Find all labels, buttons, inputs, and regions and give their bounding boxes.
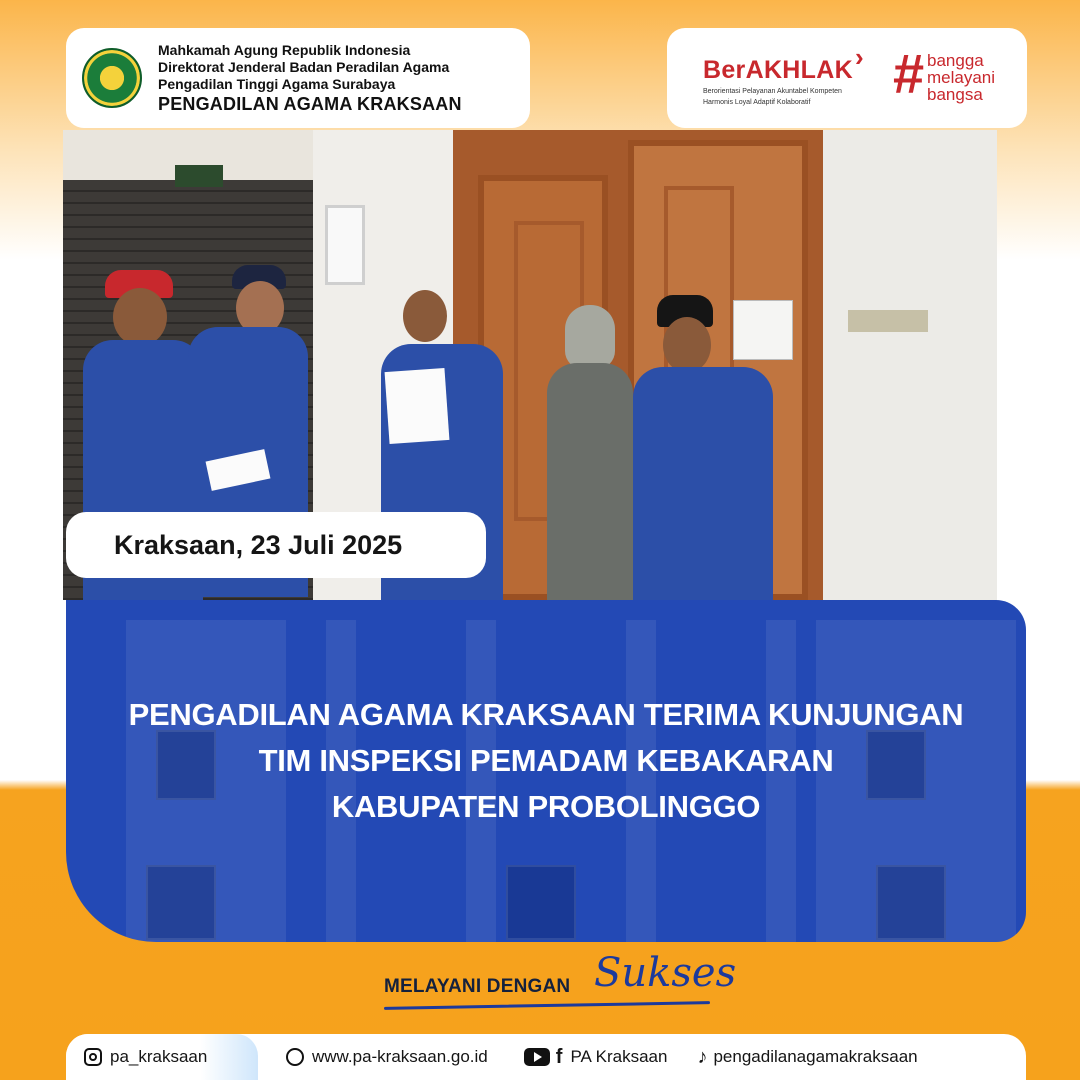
bangga-word-1: bangga xyxy=(927,51,984,70)
headline-line-1: PENGADILAN AGAMA KRAKSAAN TERIMA KUNJUNGAN xyxy=(128,697,964,732)
header-line-2: Direktorat Jenderal Badan Peradilan Agama xyxy=(158,58,450,75)
instagram-icon xyxy=(84,1048,102,1066)
berakhlak-sub-1: Berorientasi Pelayanan Akuntabel Kompeten xyxy=(703,88,842,95)
footer-social-bar xyxy=(66,1034,1026,1080)
photo-window xyxy=(325,205,365,285)
footer-website[interactable] xyxy=(286,1047,488,1067)
bangga-melayani-logo xyxy=(893,42,1013,110)
photo-sign xyxy=(175,165,223,187)
berakhlak-sub-2: Harmonis Loyal Adaptif Kolaboratif xyxy=(703,99,811,106)
slogan-part-2: Sukses xyxy=(594,950,737,996)
facebook-icon: f xyxy=(555,1045,563,1068)
slogan-part-1: MELAYANI DENGAN xyxy=(384,976,571,997)
header-institution-card xyxy=(66,28,530,128)
tiktok-handle: pengadilanagamakraksaan xyxy=(713,1047,918,1066)
photo-notice xyxy=(733,300,793,360)
bangga-words xyxy=(927,52,995,103)
headline-panel xyxy=(66,600,1026,942)
head xyxy=(565,305,615,369)
headline-line-3: KABUPATEN PROBOLINGGO xyxy=(331,789,761,824)
body xyxy=(633,367,773,600)
head xyxy=(113,288,167,346)
photo-wall-right xyxy=(817,130,997,600)
berakhlak-chevron-icon: › xyxy=(855,42,864,72)
facebook-name: PA Kraksaan xyxy=(570,1047,668,1066)
date-label: Kraksaan, 23 Juli 2025 xyxy=(66,512,486,578)
berakhlak-logo xyxy=(703,42,864,107)
building-window xyxy=(876,865,946,940)
slogan-underline xyxy=(384,1001,710,1010)
footer-instagram[interactable] xyxy=(66,1034,258,1080)
instagram-handle: pa_kraksaan xyxy=(110,1047,208,1066)
building-door xyxy=(506,865,576,940)
youtube-icon xyxy=(524,1048,550,1066)
header-logos-card xyxy=(667,28,1027,128)
head xyxy=(663,317,711,373)
court-seal-icon xyxy=(82,48,142,108)
header-line-1: Mahkamah Agung Republik Indonesia xyxy=(158,41,411,58)
paper xyxy=(385,368,450,444)
header-line-3: Pengadilan Tinggi Agama Surabaya xyxy=(158,75,396,92)
tiktok-icon: ♪ xyxy=(697,1045,708,1068)
institution-name: PENGADILAN AGAMA KRAKSAAN xyxy=(158,93,462,114)
head xyxy=(403,290,447,342)
slogan xyxy=(384,950,737,1020)
bangga-hash: # xyxy=(893,42,925,105)
body xyxy=(547,363,633,600)
headline xyxy=(66,692,1026,830)
photo-socket xyxy=(848,310,928,332)
berakhlak-word: BerAKHLAK xyxy=(703,56,853,84)
header-text xyxy=(158,42,462,115)
website-url: www.pa-kraksaan.go.id xyxy=(312,1047,488,1066)
headline-line-2: TIM INSPEKSI PEMADAM KEBAKARAN xyxy=(258,743,834,778)
bangga-word-2: melayani xyxy=(927,68,996,87)
footer-facebook[interactable] xyxy=(524,1046,668,1069)
footer-tiktok[interactable] xyxy=(697,1046,917,1069)
building-window xyxy=(146,865,216,940)
web-icon xyxy=(286,1048,304,1066)
bangga-word-3: bangsa xyxy=(927,85,983,104)
